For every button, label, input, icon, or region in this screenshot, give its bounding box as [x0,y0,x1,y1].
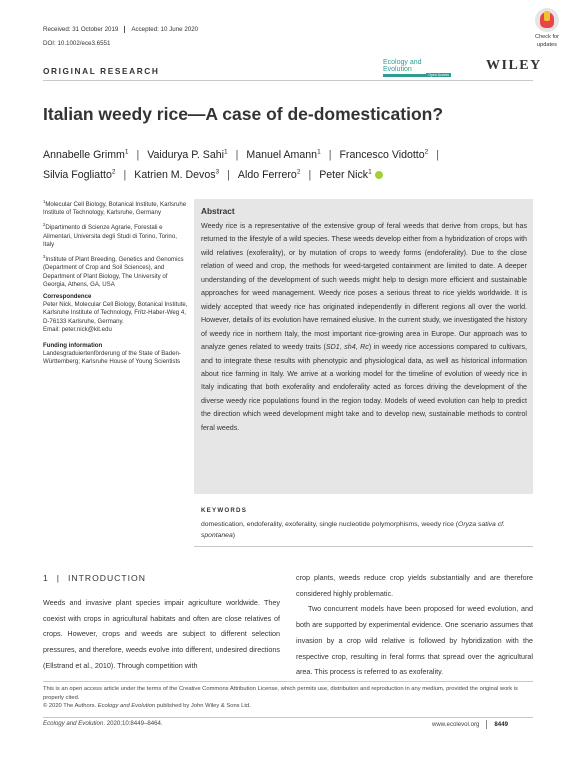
correspondence-heading: Correspondence [43,292,92,300]
date-separator [124,26,125,33]
abstract-box [194,199,533,494]
journal-name: Ecology and Evolution [383,59,422,73]
author-affiliation-sup: 1 [317,148,321,156]
intro-column-1: Weeds and invasive plant species impair agriculture worldwide. They coexist with crops in agricultural habitats and often are close relatives of crops. However, crops and weeds are subject to different selection pressures, and therefore, weeds evolve into different, undesired directions (Ellstrand et al., 2010). Through competition with [43,598,280,670]
sidebar-info [43,198,188,367]
author-name[interactable]: Katrien M. Devos [134,169,216,181]
header-divider [43,80,533,81]
correspondence-email[interactable]: Email: peter.nick@kit.edu [43,325,112,333]
author-name[interactable]: Vaidurya P. Sahi [147,149,224,161]
author-separator: | [227,169,230,181]
journal-url[interactable]: www.ecolevol.org [432,721,480,729]
correspondence-text: Peter Nick, Molecular Cell Biology, Botanical Institute, Karlsruhe Institute of Technology, Fritz-Haber-Weg 4, D-76133 Karlsruhe, Germany. [43,301,188,325]
author-affiliation-sup: 1 [368,168,372,176]
open-access-label: Open Access [428,73,449,77]
footer-divider [43,681,533,682]
keywords-heading: KEYWORDS [201,507,248,514]
check-updates-label-1: Check for [535,34,559,40]
author-affiliation-sup: 2 [296,168,301,176]
author-separator: | [123,169,127,181]
author-name[interactable]: Manuel Amann [246,149,318,161]
affiliation: $^3$Institute of Plant Breeding, Genetics and Genomics (Department of Crop and Soil Sciences), and Department of Plant Biology, The University of Georgia, Athens, GA, USA [43,254,184,288]
intro-paragraph: crop plants, weeds reduce crop yields substantially and are therefore considered highly problematic. [296,573,533,598]
author-separator: | [136,149,140,161]
orcid-icon[interactable] [375,171,383,179]
affiliation: $^1$Molecular Cell Biology, Botanical Institute, Karlsruhe Institute of Technology, Karlsruhe, Germany [43,199,187,217]
section-heading-introduction: 1 | INTRODUCTION [43,573,146,583]
check-updates-label-2: updates [537,42,557,48]
check-updates-icon [535,8,559,32]
author-affiliation-sup: 1 [224,148,228,156]
author-name[interactable]: Peter Nick [319,169,369,181]
doi[interactable]: DOI: 10.1002/ece3.6551 [43,40,111,47]
funding-heading: Funding information [43,341,103,349]
affiliation: $^2$Dipartimento di Scienze Agrarie, Forestali e Alimentari, Universita degli Studi di Torino, Torino, Italy [43,222,177,248]
journal-logo[interactable] [383,59,451,77]
author-separator: | [328,149,332,161]
funding-text: Landesgraduiertenförderung of the State of Baden-Württemberg; Karlsruhe House of Young Scientists [43,350,181,366]
author-separator: | [436,149,440,161]
page-number: 8449 [494,721,508,729]
keywords-divider [194,546,533,547]
author-name[interactable]: Silvia Fogliatto [43,169,112,181]
author-separator: | [235,149,239,161]
author-affiliation-sup: 1 [124,148,129,156]
author-affiliation-sup: 2 [111,168,116,176]
publisher-logo[interactable]: WILEY [486,58,542,73]
intro-column-2 [296,570,533,680]
abstract-heading: Abstract [201,206,235,216]
author-name[interactable]: Francesco Vidotto [339,149,425,161]
author-list [43,145,538,185]
author-separator: | [308,169,312,181]
received-date: Received: 31 October 2019 [43,26,119,34]
abstract-text: Weedy rice is a representative of the extensive group of feral weeds that derive from crops, but has returned to the lifestyle of a wild species. These weeds develop either from a hybridization of crops with wild relatives (exoferality), or by mutation of crops to weedy forms (endoferality). Due to the close relation of weed and crop, the methods for weed-targeted containment are limited to date. A deeper understanding of the development of such weeds might help to design more efficient and sustainable approaches for weed management. Weedy rice poses a serious threat to rice yields worldwide. It is widely accepted that weedy rice has originated independently in different regions all over the world. However, details of its evolution have remained elusive. In the current study, we investigated the history of weedy rice in northern Italy, the most important rice-growing area in Europe. Our approach was to analyze genes related to weedy traits (SD1, sh4, Rc) in weedy rice accessions compared to cultivars, and to integrate these results with phenotypic and physiological data, as well as historical information about rice farming in Italy. We arrive at a working model for the timeline of evolution of weedy rice in Italy indicating that both exoferality and endoferality acted as forces driving the development of the diverse weedy rice populations found in the region today. Models of weed evolution can help to predict the direction which weed development might take and to develop new, sustainable methods to control feral weeds. [201,222,527,432]
article-type: ORIGINAL RESEARCH [43,66,160,76]
keywords-text: domestication, endoferality, exoferality, single nucleotide polymorphisms, weedy rice (Oryza sativa cf. spontanea) [201,521,505,539]
intro-paragraph: Two concurrent models have been proposed for weed evolution, and both are supported by experimental evidence. One scenario assumes that invasion by a crop wild relative is followed by hybridization with the respective crop, resulting in feral forms that spread over the agricultural area. This process is referred to as exoferality. [296,604,533,677]
author-name[interactable]: Annabelle Grimm [43,149,125,161]
citation: Ecology and Evolution. 2020;10:8449–8464. [43,720,163,727]
article-title: Italian weedy rice—A case of de-domestication? [43,104,444,124]
footer-url-page [432,720,508,729]
license-text: This is an open access article under the terms of the Creative Commons Attribution License, which permits use, distribution and reproduction in any medium, provided the original work is properly cited. © 2020 The Authors. Ecology and Evolution published by John Wiley & Sons Ltd. [43,686,518,710]
footer-divider-2 [43,717,533,718]
author-affiliation-sup: 3 [215,168,220,176]
author-name[interactable]: Aldo Ferrero [237,169,297,181]
accepted-date: Accepted: 10 June 2020 [131,26,199,34]
received-accepted-dates [43,26,198,33]
check-for-updates-badge[interactable] [527,8,567,52]
author-affiliation-sup: 2 [424,148,429,156]
